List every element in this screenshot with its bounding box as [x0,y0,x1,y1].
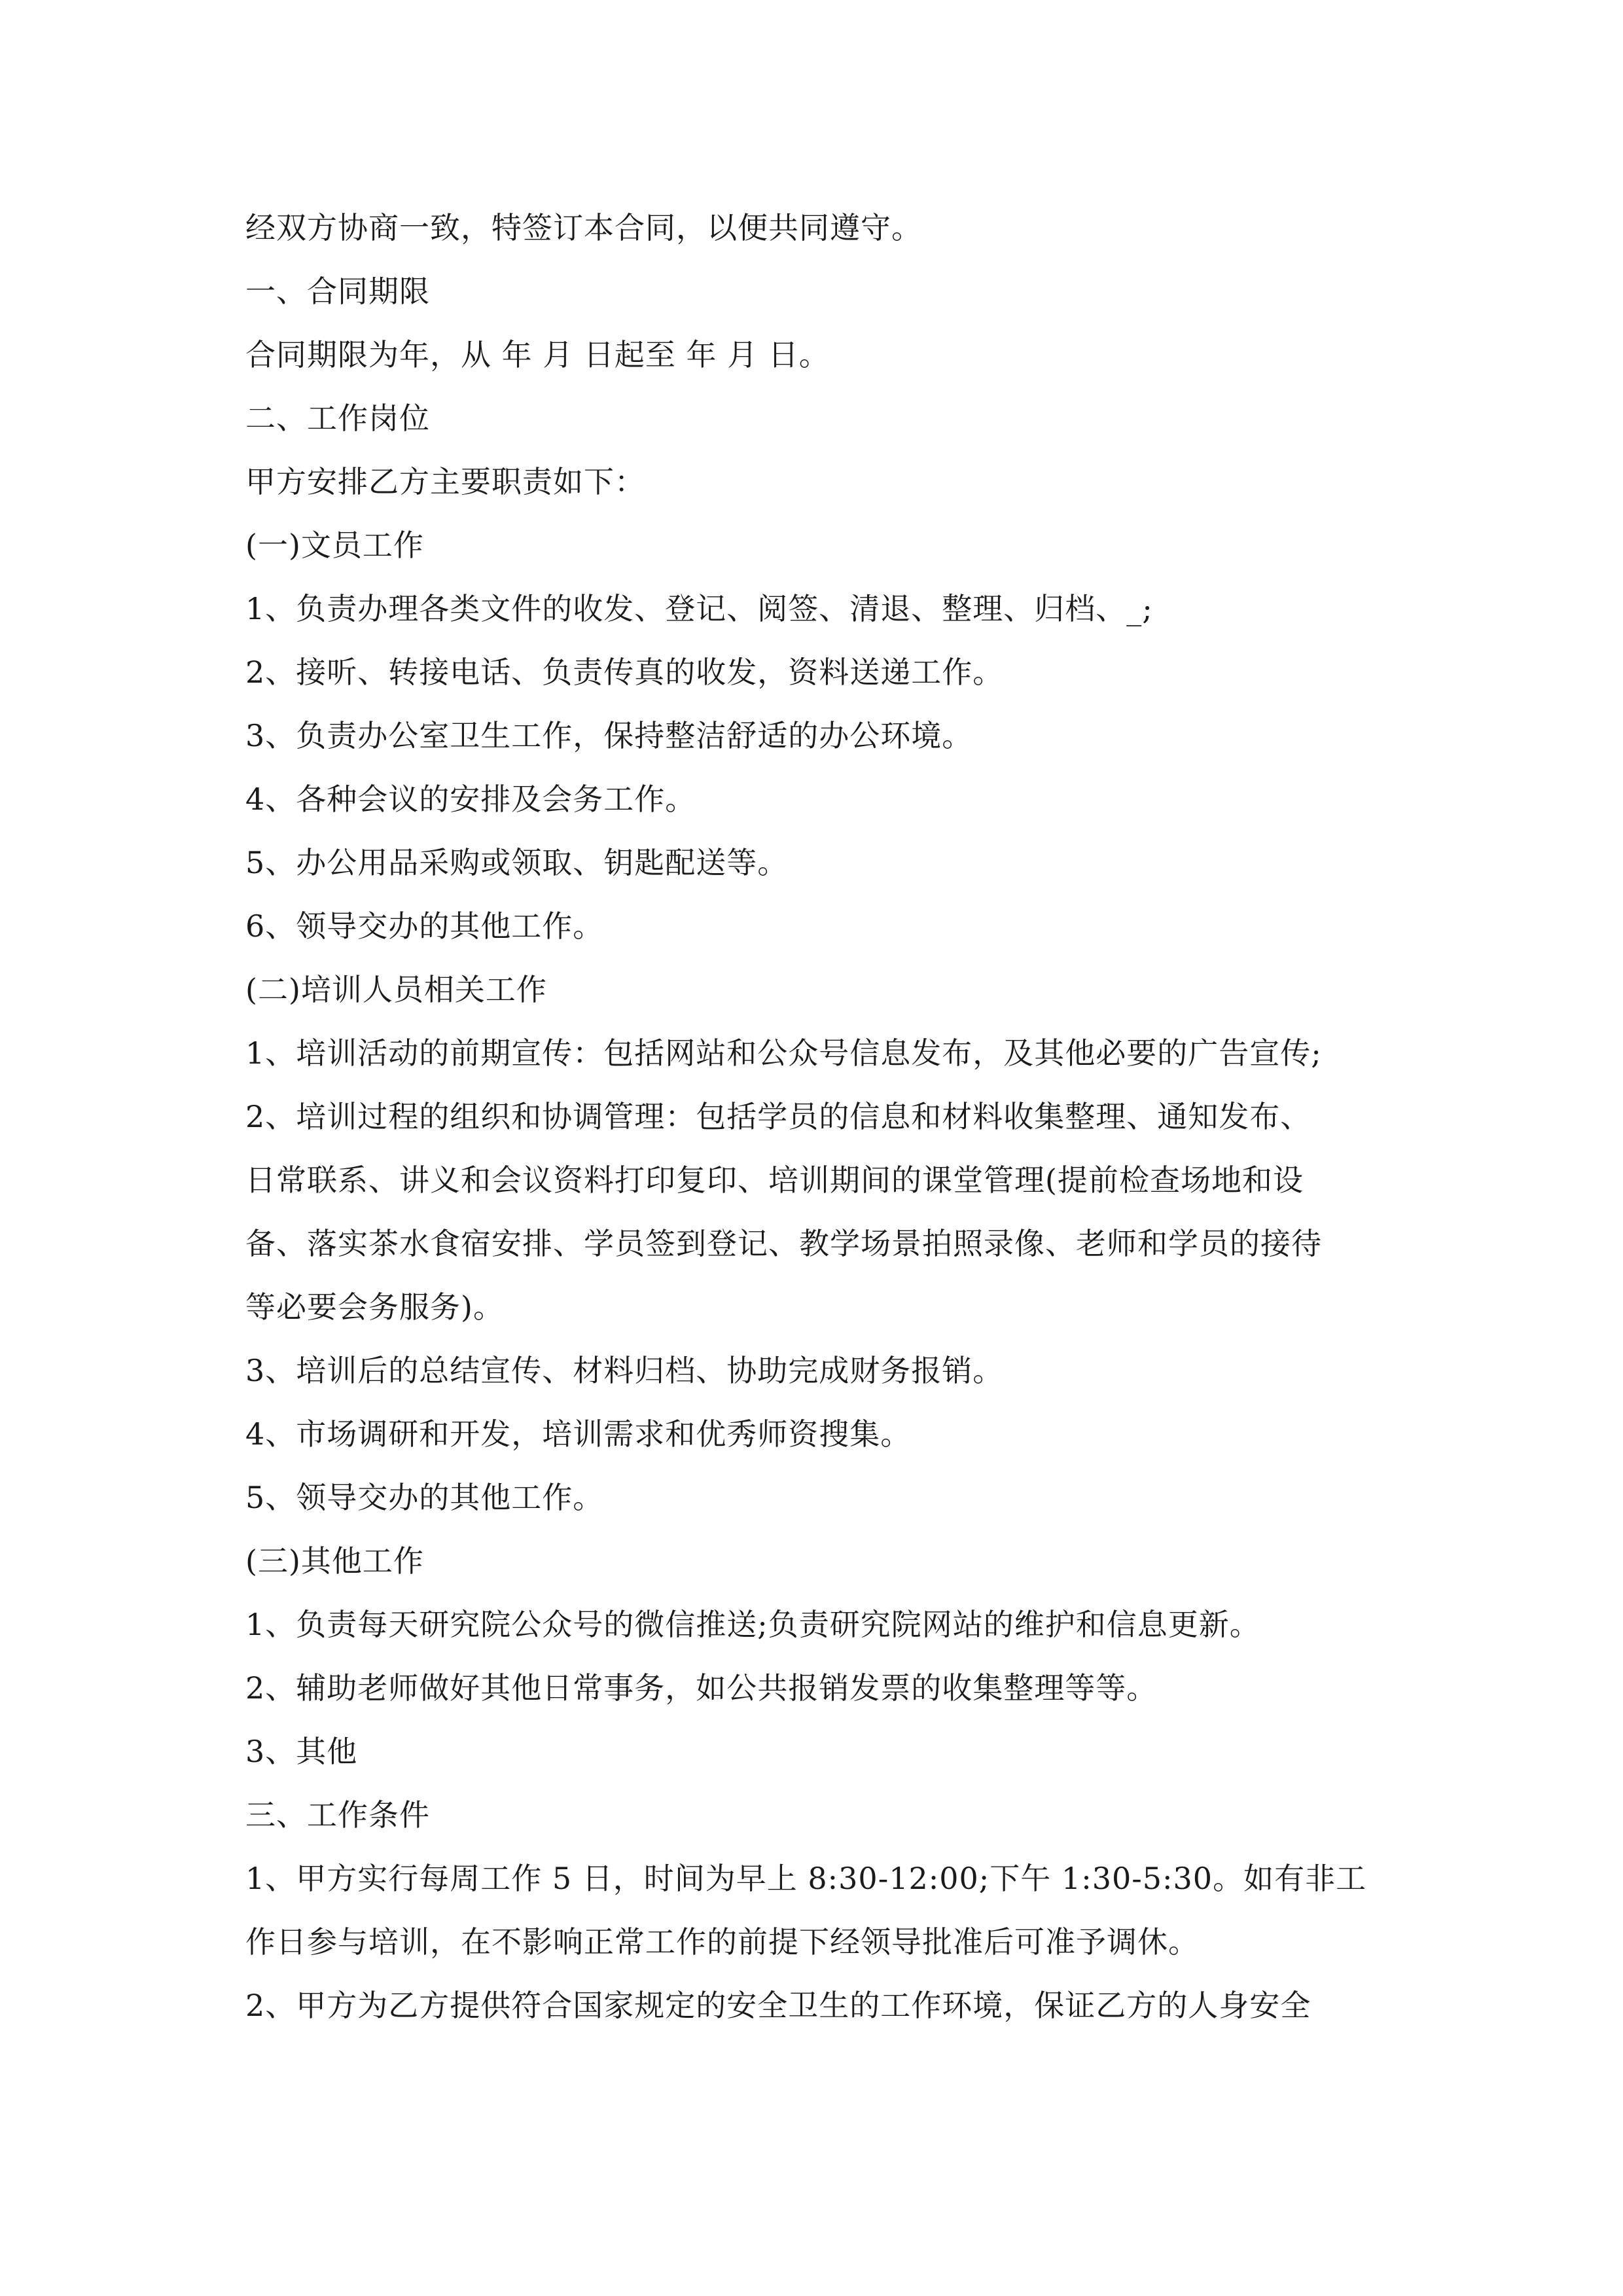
list-item: 5、领导交办的其他工作。 [245,1480,604,1515]
list-item: 2、培训过程的组织和协调管理：包括学员的信息和材料收集整理、通知发布、 [245,1099,1311,1134]
text-line: 作日参与培训，在不影响正常工作的前提下经领导批准后可准予调休。 [245,1924,1199,1960]
list-item: 4、各种会议的安排及会务工作。 [245,781,696,817]
list-item: 3、培训后的总结宣传、材料归档、协助完成财务报销。 [245,1353,1004,1388]
text-line: 等必要会务服务)。 [245,1289,504,1325]
list-item: 1、培训活动的前期宣传：包括网站和公众号信息发布，及其他必要的广告宣传; [245,1035,1322,1071]
section-heading: 二、工作岗位 [245,401,430,436]
list-item: 1、负责办理各类文件的收发、登记、阅签、清退、整理、归档、_; [245,591,1153,626]
list-item: 1、负责每天研究院公众号的微信推送;负责研究院网站的维护和信息更新。 [245,1607,1260,1642]
text-line: 备、落实茶水食宿安排、学员签到登记、教学场景拍照录像、老师和学员的接待 [245,1226,1322,1261]
text-line: 日常联系、讲义和会议资料打印复印、培训期间的课堂管理(提前检查场地和设 [245,1162,1304,1198]
text-line: 合同期限为年，从 年 月 日起至 年 月 日。 [245,337,830,372]
list-item: 3、负责办公室卫生工作，保持整洁舒适的办公环境。 [245,718,973,753]
list-item: 2、甲方为乙方提供符合国家规定的安全卫生的工作环境，保证乙方的人身安全 [245,1988,1311,2023]
list-item: 5、办公用品采购或领取、钥匙配送等。 [245,845,789,880]
list-item: 2、接听、转接电话、负责传真的收发，资料送递工作。 [245,655,1004,690]
section-heading: 一、合同期限 [245,274,430,309]
subsection-heading: (三)其他工作 [245,1543,424,1579]
list-item: 1、甲方实行每周工作 5 日，时间为早上 8:30-12:00;下午 1:30-5:30。如有非工 [245,1861,1367,1896]
text-line: 经双方协商一致，特签订本合同，以便共同遵守。 [245,210,922,245]
list-item: 6、领导交办的其他工作。 [245,908,604,944]
list-item: 2、辅助老师做好其他日常事务，如公共报销发票的收集整理等等。 [245,1670,1158,1706]
section-heading: 三、工作条件 [245,1797,430,1833]
list-item: 3、其他 [245,1734,358,1769]
text-line: 甲方安排乙方主要职责如下： [245,464,645,499]
list-item: 4、市场调研和开发，培训需求和优秀师资搜集。 [245,1416,912,1452]
subsection-heading: (二)培训人员相关工作 [245,972,547,1007]
subsection-heading: (一)文员工作 [245,528,424,563]
